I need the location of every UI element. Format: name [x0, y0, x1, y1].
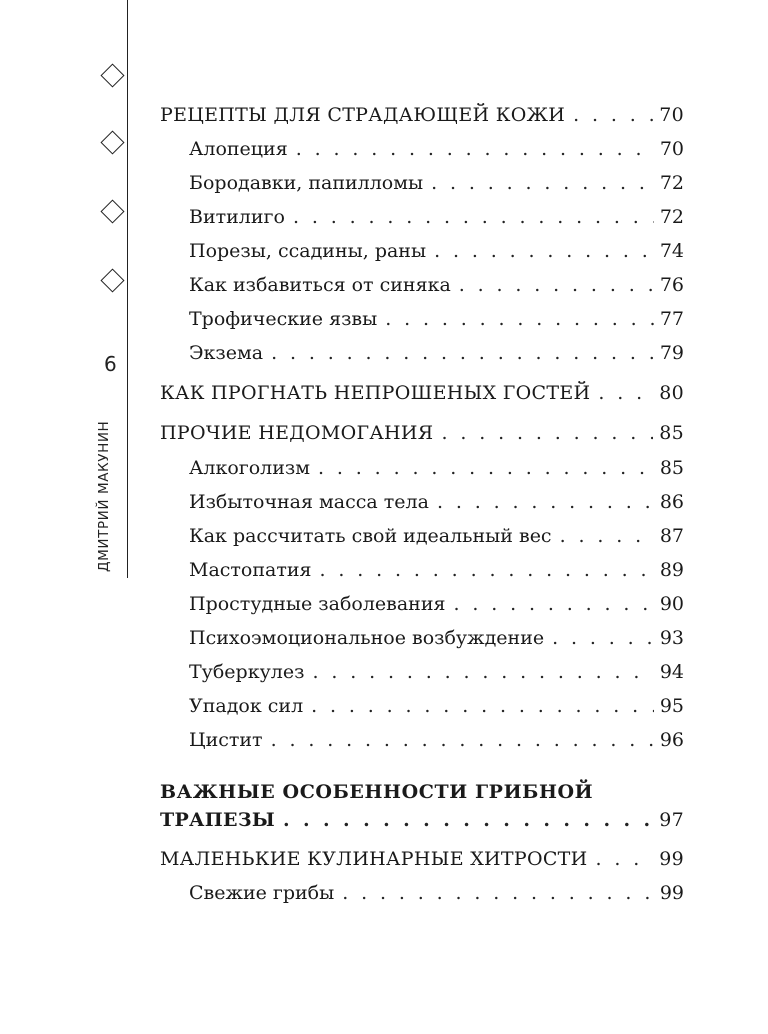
leader-dots — [320, 555, 654, 585]
toc-entry[interactable] — [189, 453, 684, 483]
page-number: 6 — [104, 352, 117, 376]
leader-dots — [598, 378, 653, 408]
toc-entry-page: 89 — [659, 559, 684, 581]
toc-entry[interactable] — [160, 418, 684, 448]
toc-entry-title: ПРОЧИЕ НЕДОМОГАНИЯ — [160, 422, 434, 444]
toc-entry-title: Свежие грибы — [189, 882, 335, 904]
toc-entry[interactable] — [189, 202, 684, 232]
leader-dots — [431, 168, 654, 198]
toc-entry-title: Простудные заболевания — [189, 593, 446, 615]
toc-entry[interactable] — [189, 304, 684, 334]
toc-entry[interactable] — [189, 691, 684, 721]
toc-entry[interactable] — [189, 725, 684, 755]
toc-entry-title: МАЛЕНЬКИЕ КУЛИНАРНЫЕ ХИТРОСТИ — [160, 848, 588, 870]
toc-entry-title: Цистит — [189, 729, 263, 751]
leader-dots — [573, 100, 653, 130]
toc-entry-title: ТРАПЕЗЫ — [160, 809, 275, 831]
toc-entry[interactable] — [189, 657, 684, 687]
toc-entry-page: 79 — [659, 342, 684, 364]
toc-entry-page: 97 — [659, 809, 684, 831]
toc-entry[interactable] — [189, 521, 684, 551]
toc-entry-title: РЕЦЕПТЫ ДЛЯ СТРАДАЮЩЕЙ КОЖИ — [160, 104, 566, 126]
toc-entry-title: Психоэмоциональное возбуждение — [189, 627, 545, 649]
leader-dots — [312, 657, 653, 687]
toc-entry-page: 95 — [659, 695, 684, 717]
leader-dots — [437, 487, 654, 517]
toc-entry-page: 93 — [659, 627, 684, 649]
leader-dots — [596, 844, 654, 874]
toc-entry-title: Бородавки, папилломы — [189, 172, 424, 194]
leader-dots — [342, 878, 654, 908]
toc-entry-page: 80 — [659, 382, 684, 404]
leader-dots — [318, 453, 654, 483]
toc-entry[interactable] — [189, 878, 684, 908]
toc-entry-page: 77 — [659, 308, 684, 330]
toc-entry-title: Как избавиться от синяка — [189, 274, 451, 296]
toc-entry-page: 70 — [659, 138, 684, 160]
toc-entry[interactable] — [189, 168, 684, 198]
toc-entry-page: 87 — [659, 525, 684, 547]
toc-entry[interactable] — [160, 844, 684, 874]
leader-dots — [311, 691, 654, 721]
toc-entry[interactable] — [189, 589, 684, 619]
diamond-icon — [100, 199, 124, 223]
toc-entry-title: Избыточная масса тела — [189, 491, 429, 513]
toc-entry-page: 99 — [659, 848, 684, 870]
toc-entry[interactable] — [189, 487, 684, 517]
running-author: ДМИТРИЙ МАКУНИН — [96, 420, 112, 572]
leader-dots — [560, 521, 654, 551]
diamond-icon — [100, 63, 124, 87]
toc-entry-page: 96 — [659, 729, 684, 751]
toc-entry-page: 72 — [659, 172, 684, 194]
diamond-icon — [100, 130, 124, 154]
toc-entry-title: Упадок сил — [189, 695, 304, 717]
toc-entry-page: 72 — [659, 206, 684, 228]
toc-entry[interactable] — [189, 555, 684, 585]
toc-entry[interactable] — [160, 378, 684, 408]
toc-entry-title: Порезы, ссадины, раны — [189, 240, 427, 262]
toc-entry-page: 99 — [659, 882, 684, 904]
leader-dots — [283, 805, 653, 835]
toc-entry[interactable] — [160, 100, 684, 130]
toc-entry-title: Алкоголизм — [189, 457, 311, 479]
toc-entry-page: 70 — [659, 104, 684, 126]
leader-dots — [454, 589, 654, 619]
toc-entry[interactable] — [189, 134, 684, 164]
leader-dots — [271, 725, 654, 755]
toc-entry-page: 86 — [659, 491, 684, 513]
toc-entry[interactable] — [189, 338, 684, 368]
toc-entry[interactable] — [189, 270, 684, 300]
leader-dots — [459, 270, 654, 300]
toc-entry-title: Экзема — [189, 342, 264, 364]
toc-entry-title: Трофические язвы — [189, 308, 378, 330]
leader-dots — [385, 304, 654, 334]
toc-entry-page: 76 — [659, 274, 684, 296]
toc-entry-title: Витилиго — [189, 206, 285, 228]
leader-dots — [552, 623, 654, 653]
leader-dots — [441, 418, 653, 448]
toc-entry-page: 74 — [659, 240, 684, 262]
toc-entry-title: Мастопатия — [189, 559, 312, 581]
toc-entry-title: Как рассчитать свой идеальный вес — [189, 525, 552, 547]
toc-entry-page: 85 — [659, 457, 684, 479]
leader-dots — [434, 236, 654, 266]
toc-entry-page: 94 — [659, 661, 684, 683]
toc-entry[interactable] — [189, 623, 684, 653]
toc-entry-title: Туберкулез — [189, 661, 305, 683]
toc-entry[interactable] — [160, 805, 684, 835]
toc-entry-title: КАК ПРОГНАТЬ НЕПРОШЕНЫХ ГОСТЕЙ — [160, 382, 591, 404]
toc-entry-page: 90 — [659, 593, 684, 615]
leader-dots — [293, 202, 654, 232]
toc-entry-title-line1[interactable]: ВАЖНЫЕ ОСОБЕННОСТИ ГРИБНОЙ — [160, 781, 594, 803]
toc-entry-page: 85 — [659, 422, 684, 444]
leader-dots — [271, 338, 654, 368]
toc-entry-title: Алопеция — [189, 138, 288, 160]
diamond-icon — [100, 268, 124, 292]
toc-entry[interactable] — [189, 236, 684, 266]
margin-rule — [127, 0, 128, 578]
leader-dots — [296, 134, 654, 164]
